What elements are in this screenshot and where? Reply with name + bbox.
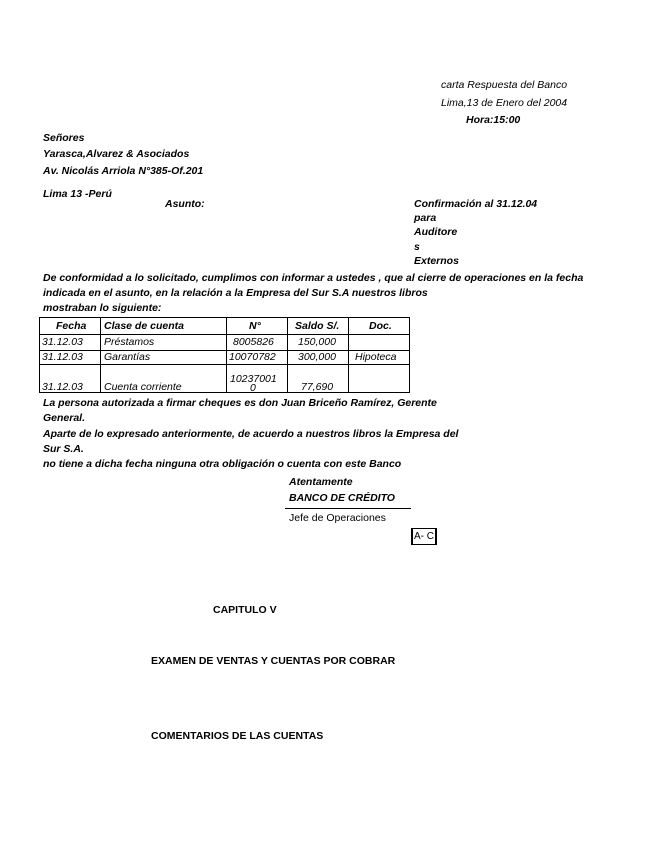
chapter-title: CAPITULO V <box>213 604 277 616</box>
table-cell: Cuenta corriente <box>104 381 182 393</box>
subject-line: para <box>414 212 437 224</box>
table-cell: 31.12.03 <box>42 336 83 348</box>
intro-line: mostraban lo siguiente: <box>43 302 162 314</box>
closing: Atentamente <box>289 476 353 488</box>
table-header: Clase de cuenta <box>104 320 184 332</box>
addressee-city: Lima 13 -Perú <box>43 188 112 200</box>
subject-line: Confirmación al 31.12.04 <box>414 198 538 210</box>
table-cell: 10237001 <box>230 373 277 385</box>
subject-line: Auditore <box>414 226 458 238</box>
accounts-table <box>39 317 410 393</box>
subject-line: Externos <box>414 255 459 267</box>
table-cell: 150,000 <box>298 336 336 348</box>
body-line: Sur S.A. <box>43 443 84 455</box>
table-cell: Garantías <box>104 351 151 363</box>
table-cell: 31.12.03 <box>42 351 83 363</box>
table-header: Fecha <box>56 320 87 332</box>
table-cell: Préstamos <box>104 336 155 348</box>
body-line: General. <box>43 412 86 424</box>
table-cell: 10070782 <box>229 351 276 363</box>
salutation: Señores <box>43 132 85 144</box>
table-cell: 8005826 <box>233 336 274 348</box>
addressee-firm: Yarasca,Alvarez & Asociados <box>43 148 190 160</box>
table-cell: 77,690 <box>301 381 334 393</box>
intro-line: indicada en el asunto, en la relación a la Empresa del Sur S.A nuestros libros <box>43 287 428 299</box>
chapter-subtitle: EXAMEN DE VENTAS Y CUENTAS POR COBRAR <box>151 655 396 667</box>
addressee-address: Av. Nicolás Arriola N°385-Of.201 <box>43 165 204 177</box>
section-title: COMENTARIOS DE LAS CUENTAS <box>151 730 324 742</box>
table-cell: 300,000 <box>298 351 336 363</box>
table-cell: Hipoteca <box>355 351 397 363</box>
body-line: no tiene a dicha fecha ninguna otra obligación o cuenta con este Banco <box>43 458 402 470</box>
letter-date: Lima,13 de Enero del 2004 <box>441 97 568 109</box>
reference-box: A- C <box>411 528 437 545</box>
table-header: N° <box>249 320 261 332</box>
table-header: Saldo S/. <box>295 320 340 332</box>
signer-role: Jefe de Operaciones <box>289 512 386 524</box>
subject-label: Asunto: <box>165 198 205 210</box>
table-cell-overflow: 0 <box>250 382 256 394</box>
body-line: La persona autorizada a firmar cheques es don Juan Briceño Ramírez, Gerente <box>43 397 437 409</box>
body-line: Aparte de lo expresado anteriormente, de acuerdo a nuestros libros la Empresa del <box>43 428 459 440</box>
letter-time: Hora:15:00 <box>466 114 521 126</box>
letter-type: carta Respuesta del Banco <box>441 79 568 91</box>
table-header: Doc. <box>369 320 392 332</box>
bank-name: BANCO DE CRÉDITO <box>289 492 395 504</box>
intro-line: De conformidad a lo solicitado, cumplimos con informar a ustedes , que al cierre de operaciones en la fecha <box>43 272 584 284</box>
subject-line: s <box>414 241 420 253</box>
signature-line <box>285 508 411 509</box>
table-cell: 31.12.03 <box>42 381 83 393</box>
